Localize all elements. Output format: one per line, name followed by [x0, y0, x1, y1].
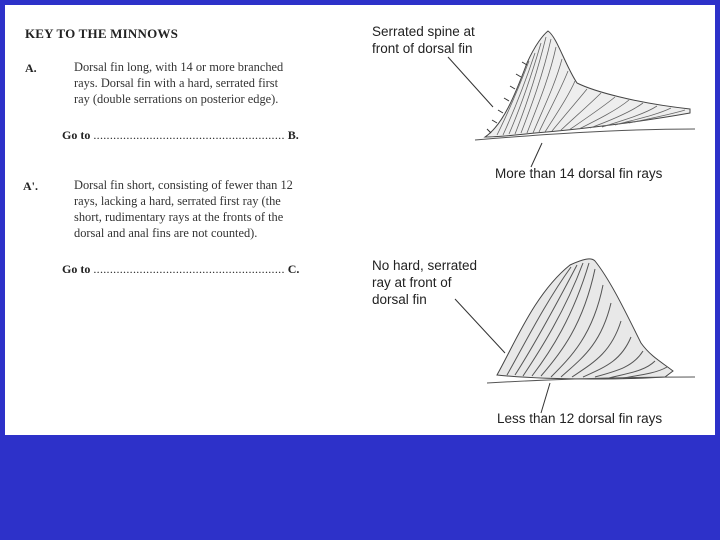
caption-leader-line: [531, 143, 542, 167]
couplet-a-line-3: ray (double serrations on posterior edge).: [74, 92, 279, 106]
callout-leader-line: [455, 299, 505, 353]
goto-word: Go to: [62, 262, 91, 276]
couplet-a-line-2: rays. Dorsal fin with a hard, serrated first: [74, 76, 279, 90]
couplet-a-prime-text: [74, 177, 324, 241]
fin-outline: [485, 31, 690, 137]
top-fin-callout-line-1: Serrated spine at: [372, 24, 475, 39]
key-title: KEY TO THE MINNOWS: [25, 26, 179, 41]
long-dorsal-fin-illustration: [415, 25, 705, 185]
top-fin-caption: More than 14 dorsal fin rays: [495, 166, 663, 181]
bottom-fin-callout-line-1: No hard, serrated: [372, 258, 478, 273]
couplet-a-prime-goto[interactable]: [62, 262, 299, 277]
bottom-fin-callout-line-2: ray at front of: [372, 275, 452, 290]
goto-leader-dots: ..........................................................: [93, 262, 285, 276]
bottom-fin-callout-line-3: dorsal fin: [372, 292, 427, 307]
callout-leader-line: [448, 57, 493, 107]
goto-target: C.: [287, 262, 300, 276]
couplet-a-prime-line-3: short, rudimentary rays at the fronts of the: [74, 210, 284, 224]
key-panel: [5, 5, 715, 435]
couplet-a-prime-label: A'.: [23, 179, 38, 193]
top-fin-callout-line-2: front of dorsal fin: [372, 41, 473, 56]
couplet-a-prime-line-2: rays, lacking a hard, serrated first ray (the: [74, 194, 281, 208]
goto-leader-dots: ..........................................................: [93, 128, 285, 142]
couplet-a-line-1: Dorsal fin long, with 14 or more branched: [74, 60, 284, 74]
goto-target: B.: [287, 128, 299, 142]
couplet-a-prime-line-4: dorsal and anal fins are not counted).: [74, 226, 258, 240]
caption-leader-line: [541, 383, 550, 413]
short-dorsal-fin-illustration: [415, 253, 705, 433]
couplet-a-text: [74, 59, 324, 107]
bottom-fin-caption: Less than 12 dorsal fin rays: [497, 411, 663, 426]
couplet-a-label: A.: [25, 61, 37, 75]
couplet-a-prime-line-1: Dorsal fin short, consisting of fewer than 12: [74, 178, 293, 192]
goto-word: Go to: [62, 128, 91, 142]
couplet-a-goto[interactable]: [62, 128, 299, 143]
